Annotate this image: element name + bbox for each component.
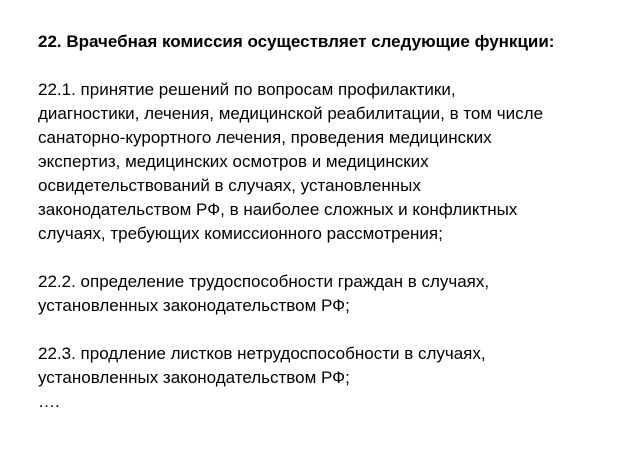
text-line: законодательством РФ, в наиболее сложных и конфликтных xyxy=(38,200,518,219)
text-line: диагностики, лечения, медицинской реабилитации, в том числе xyxy=(38,104,544,123)
text-line: 22.3. продление листков нетрудоспособности в случаях, xyxy=(38,344,486,363)
text-line: освидетельствований в случаях, установленных xyxy=(38,176,421,195)
text-line: установленных законодательством РФ; xyxy=(38,368,350,387)
continuation-ellipsis: …. xyxy=(38,392,60,411)
text-line: случаях, требующих комиссионного рассмотрения; xyxy=(38,224,443,243)
slide-heading: 22. Врачебная комиссия осуществляет следующие функции: xyxy=(38,32,555,51)
function-item-22-1 xyxy=(38,78,608,246)
function-item-22-2 xyxy=(38,270,608,318)
text-line: экспертиз, медицинских осмотров и медицинских xyxy=(38,152,429,171)
text-line: санаторно-курортного лечения, проведения медицинских xyxy=(38,128,492,147)
slide-content xyxy=(38,30,608,414)
text-line: 22.1. принятие решений по вопросам профилактики, xyxy=(38,80,456,99)
text-line: 22.2. определение трудоспособности граждан в случаях, xyxy=(38,272,490,291)
text-line: установленных законодательством РФ; xyxy=(38,296,350,315)
function-item-22-3 xyxy=(38,342,608,390)
